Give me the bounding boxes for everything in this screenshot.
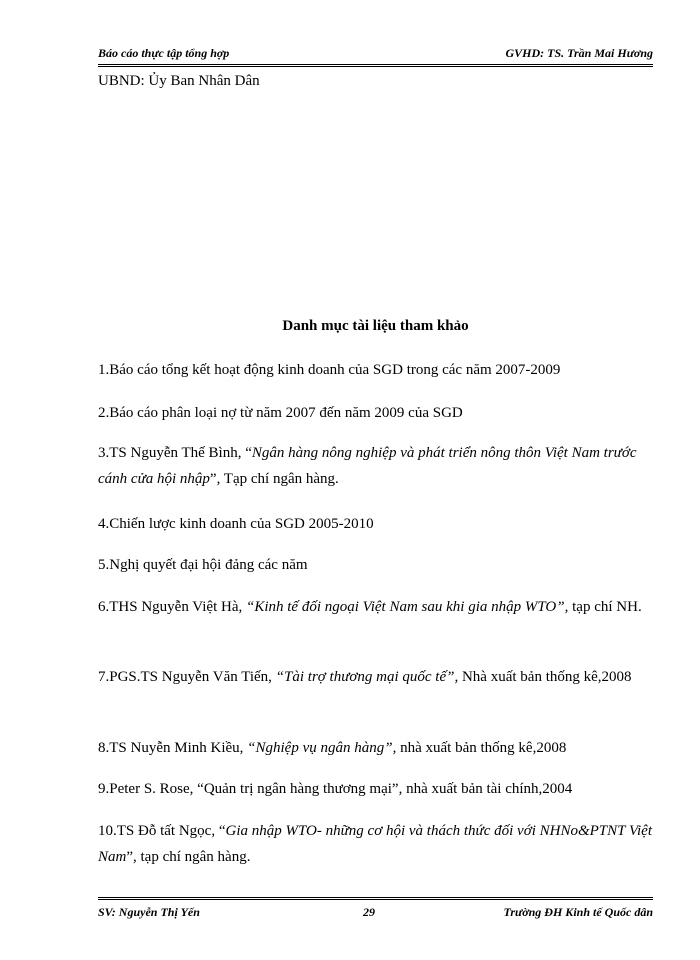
reference-item bbox=[98, 440, 653, 492]
ref-title: “Tài trợ thương mại quốc tế”, bbox=[275, 669, 459, 685]
ref-title: Gia nhập WTO- những cơ hội và thách thức đối với NHNo&PTNT Việt Nam bbox=[98, 823, 653, 865]
ref-source: ”, Tạp chí ngân hàng. bbox=[209, 471, 339, 487]
abbreviation-line: UBND: Ủy Ban Nhân Dân bbox=[98, 73, 260, 89]
ref-text: 2.Báo cáo phân loại nợ từ năm 2007 đến năm 2009 của SGD bbox=[98, 405, 463, 421]
reference-item bbox=[98, 664, 653, 690]
ref-text: 9.Peter S. Rose, “Quản trị ngân hàng thương mại”, nhà xuất bản tài chính,2004 bbox=[98, 781, 573, 797]
reference-item bbox=[98, 735, 653, 761]
ref-text: 3.TS Nguyễn Thế Bình, “ bbox=[98, 445, 252, 461]
reference-item bbox=[98, 552, 653, 578]
page-footer bbox=[98, 897, 653, 920]
page-header bbox=[98, 44, 653, 67]
page-number: 29 bbox=[363, 905, 375, 919]
ref-text: 6.THS Nguyễn Việt Hà, bbox=[98, 599, 246, 615]
footer-university: Trường ĐH Kinh tế Quốc dân bbox=[503, 905, 653, 919]
reference-item bbox=[98, 511, 653, 537]
reference-item bbox=[98, 776, 653, 802]
ref-source: ”, tạp chí ngân hàng. bbox=[126, 849, 251, 865]
ref-text: 10.TS Đỗ tất Ngọc, “ bbox=[98, 823, 226, 839]
references-title: Danh mục tài liệu tham khảo bbox=[282, 318, 469, 334]
ref-title: “Nghiệp vụ ngân hàng”, bbox=[247, 740, 397, 756]
ref-text: 1.Báo cáo tổng kết hoạt động kinh doanh của SGD trong các năm 2007-2009 bbox=[98, 362, 561, 378]
reference-item bbox=[98, 818, 653, 870]
ref-text: 7.PGS.TS Nguyễn Văn Tiến, bbox=[98, 669, 276, 685]
ref-text: 4.Chiến lược kinh doanh của SGD 2005-2010 bbox=[98, 516, 374, 532]
header-advisor: GVHD: TS. Trần Mai Hương bbox=[505, 46, 653, 60]
reference-item bbox=[98, 400, 653, 426]
header-report-title: Báo cáo thực tập tổng hợp bbox=[98, 46, 230, 60]
ref-source: nhà xuất bản thống kê,2008 bbox=[396, 740, 567, 756]
ref-title: Ngân hàng nông nghiệp và phát triển nông thôn Việt Nam trước cánh cửa hội nhập bbox=[98, 445, 637, 487]
ref-title: “Kinh tế đối ngoại Việt Nam sau khi gia nhập WTO”, bbox=[245, 599, 569, 615]
ref-text: 8.TS Nuyễn Minh Kiều, bbox=[98, 740, 248, 756]
ref-source: tạp chí NH. bbox=[568, 599, 642, 615]
ref-source: Nhà xuất bản thống kê,2008 bbox=[458, 669, 632, 685]
ref-text: 5.Nghị quyết đại hội đảng các năm bbox=[98, 557, 308, 573]
footer-student: SV: Nguyễn Thị Yến bbox=[98, 905, 200, 919]
reference-item bbox=[98, 594, 653, 620]
reference-item bbox=[98, 357, 653, 383]
